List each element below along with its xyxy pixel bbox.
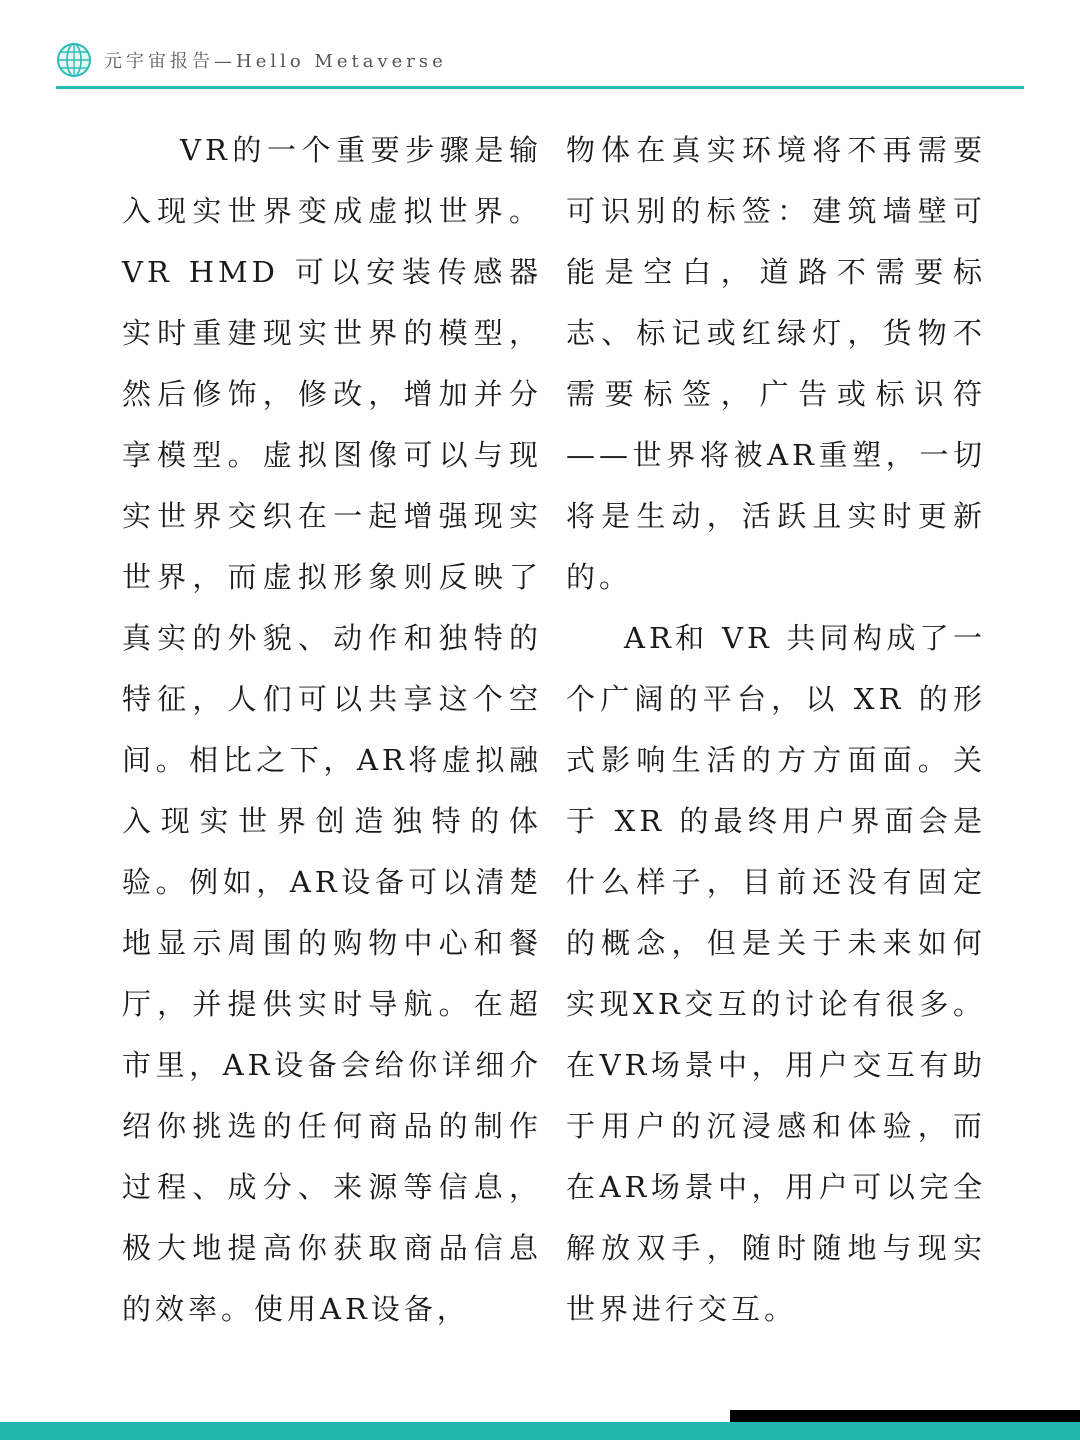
header-divider xyxy=(56,86,1024,89)
paragraph-vr-ar: VR的一个重要步骤是输入现实世界变成虚拟世界。VR HMD 可以安装传感器实时重建现实世界的模型，然后修饰，修改，增加并分享模型。虚拟图像可以与现实世界交织在一起增强现实世界，而虚拟形象则反映了真实的外貌、动作和独特的特征，人们可以共享这个空间。相比之下，AR将虚拟融入现实世界创造独特的体验。例如，AR设备可以清楚地显示周围的购物中心和餐厅，并提供实时导航。在超市里，AR设备会给你详细介绍你挑选的任何商品的制作过程、成分、来源等信息，极大地提高你获取商品信息的效率。使用AR设备， xyxy=(122,133,542,1326)
header-title: 元宇宙报告—Hello Metaverse xyxy=(104,51,447,72)
left-column xyxy=(122,120,542,1340)
paragraph-continued: 物体在真实环境将不再需要可识别的标签：建筑墙壁可能是空白，道路不需要标志、标记或红绿灯，货物不需要标签，广告或标识符——世界将被AR重塑，一切将是生动，活跃且实时更新的。 xyxy=(566,133,986,594)
page-header xyxy=(56,38,447,82)
right-column xyxy=(566,120,986,1340)
footer-teal-bar xyxy=(0,1422,1080,1440)
paragraph-xr: AR和 VR 共同构成了一个广阔的平台，以 XR 的形式影响生活的方方面面。关于 XR 的最终用户界面会是什么样子，目前还没有固定的概念，但是关于未来如何实现XR交互的讨论有很多。在VR场景中，用户交互有助于用户的沉浸感和体验，而在AR场景中，用户可以完全解放双手，随时随地与现实世界进行交互。 xyxy=(566,621,986,1326)
globe-grid-icon xyxy=(56,42,92,78)
